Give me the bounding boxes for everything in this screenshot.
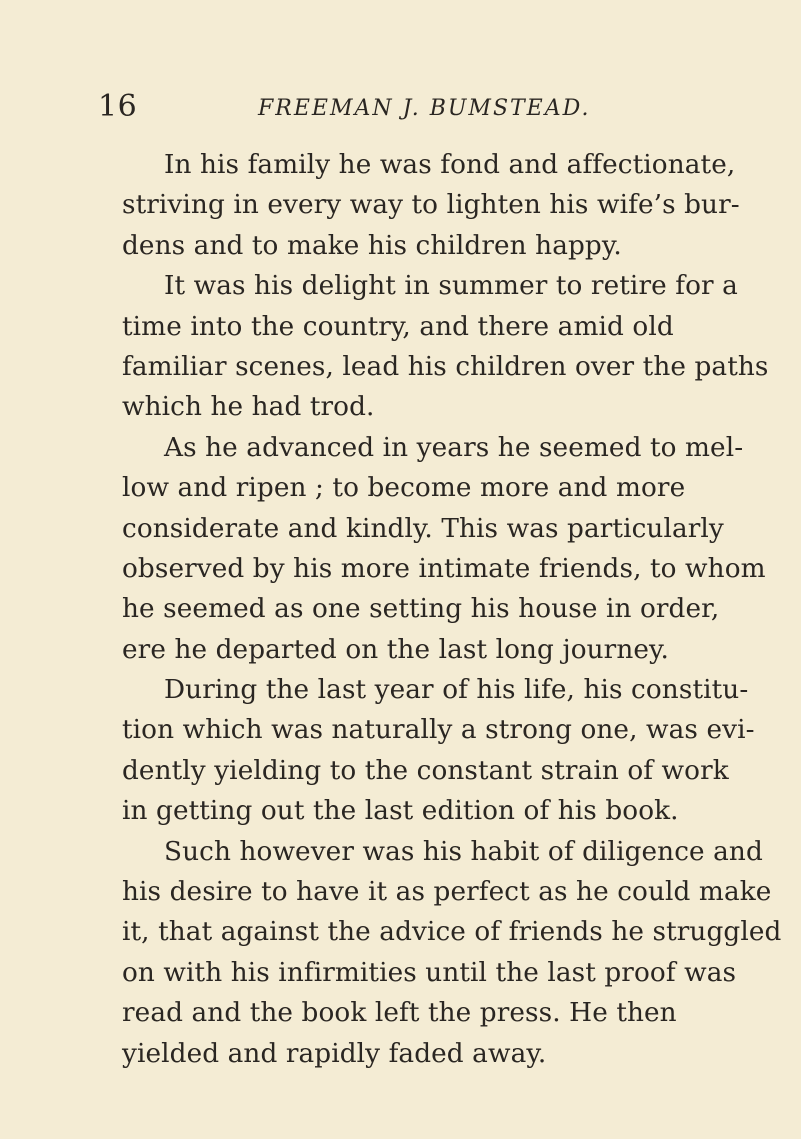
text-line: As he advanced in years he seemed to mel- (164, 432, 744, 463)
text-line: It was his delight in summer to retire for a (164, 271, 738, 302)
text-line: low and ripen ; to become more and more (122, 473, 686, 504)
text-line: his desire to have it as perfect as he could make (122, 877, 772, 908)
text-line: in getting out the last edition of his book. (122, 796, 679, 827)
text-line: striving in every way to lighten his wife’s bur- (122, 190, 740, 221)
text-line: dens and to make his children happy. (122, 230, 622, 261)
text-line: In his family he was fond and affectionate, (164, 150, 736, 180)
text-line: he seemed as one setting his house in order, (122, 594, 720, 625)
page-number: 16 (98, 89, 138, 124)
text-line: observed by his more intimate friends, to whom (122, 553, 766, 584)
running-head: FREEMAN J. BUMSTEAD. (258, 96, 591, 121)
text-line: on with his infirmities until the last proof was (122, 957, 737, 988)
text-line: Such however was his habit of diligence and (164, 836, 763, 867)
text-line: time into the country, and there amid old (122, 311, 674, 342)
text-line: read and the book left the press. He then (122, 998, 677, 1029)
text-line: which he had trod. (122, 392, 375, 423)
text-line: During the last year of his life, his constitu- (164, 675, 749, 706)
text-line: familiar scenes, lead his children over the paths (122, 351, 769, 382)
text-line: tion which was naturally a strong one, was evi- (122, 715, 755, 746)
body-text (122, 145, 782, 1074)
text-line: yielded and rapidly faded away. (122, 1038, 547, 1069)
text-line: ere he departed on the last long journey. (122, 634, 669, 665)
text-line: dently yielding to the constant strain of work (122, 755, 729, 786)
text-line: it, that against the advice of friends he struggled (122, 917, 782, 948)
text-line: considerate and kindly. This was particularly (122, 513, 724, 544)
